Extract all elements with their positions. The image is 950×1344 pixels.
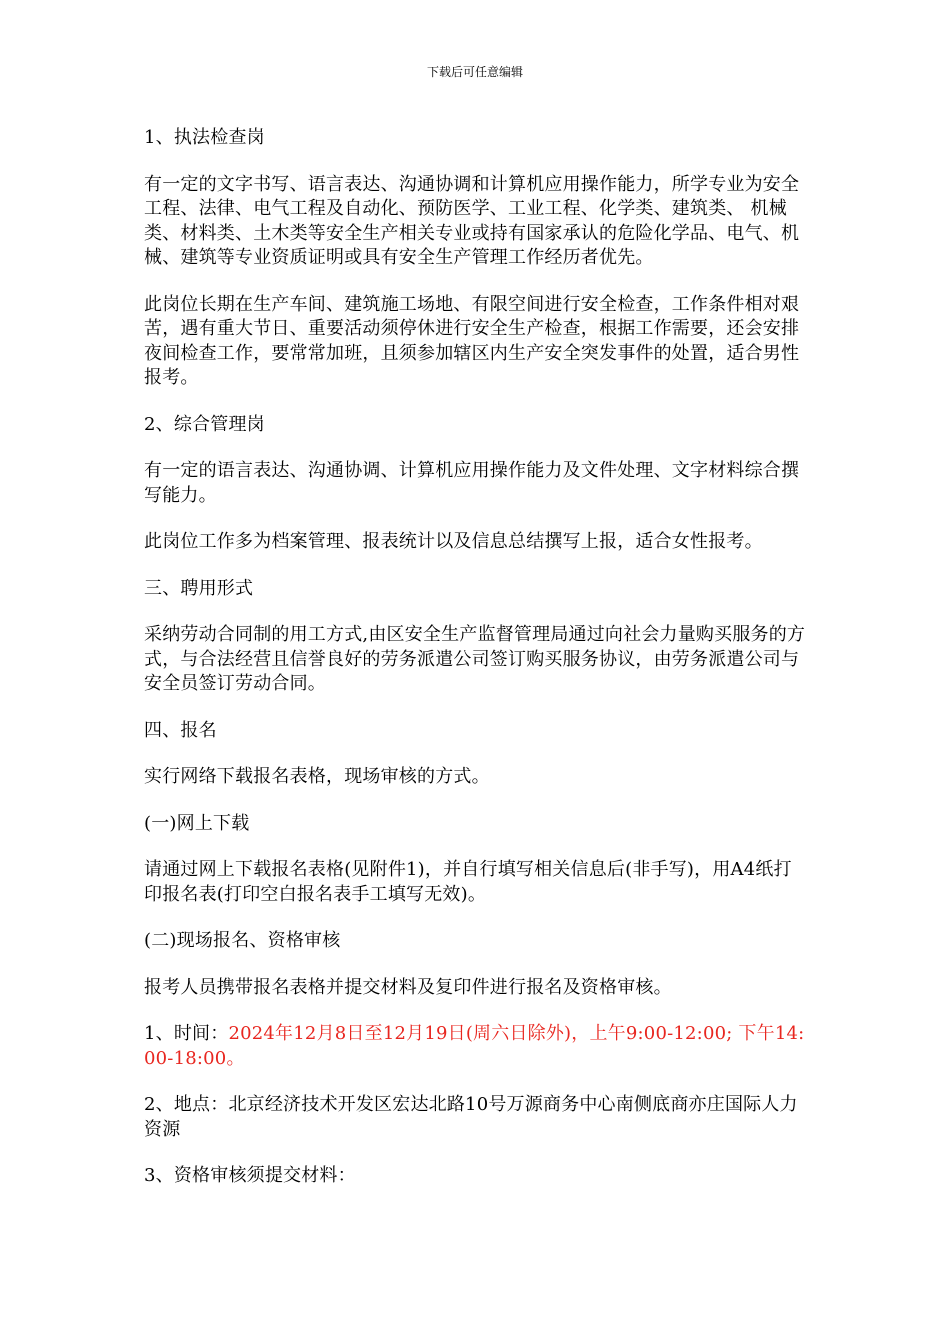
page-header-note: 下载后可任意编辑 xyxy=(426,65,523,79)
time-label: 1、时间： xyxy=(144,1023,229,1044)
subheading-online-download: (一)网上下载 xyxy=(144,812,250,834)
paragraph-materials-heading: 3、资格审核须提交材料： xyxy=(144,1165,356,1186)
section-heading-employment-form: 三、聘用形式 xyxy=(144,577,254,599)
paragraph-admin-requirements: 有一定的语言表达、沟通协调、计算机应用操作能力及文件处理、文字材料综合撰写能力。 xyxy=(144,460,800,506)
subheading-onsite-review: (二)现场报名、资格审核 xyxy=(144,930,341,951)
paragraph-online-download: 请通过网上下载报名表格(见附件1)，并自行填写相关信息后(非手写)，用A4纸打印报名表(打印空白报名表手工填写无效)。 xyxy=(144,859,792,905)
paragraph-admin-duties: 此岗位工作多为档案管理、报表统计以及信息总结撰写上报，适合女性报考。 xyxy=(144,531,763,552)
time-value: 2024年12月8日至12月19日(周六日除外)，上午9:00-12:00; 下午14:00-18:00。 xyxy=(144,1023,805,1069)
section-heading-enforcement-post: 1、执法检查岗 xyxy=(144,127,265,148)
paragraph-location: 2、地点：北京经济技术开发区宏达北路10号万源商务中心南侧底商亦庄国际人力资源 xyxy=(144,1094,798,1140)
paragraph-onsite-review: 报考人员携带报名表格并提交材料及复印件进行报名及资格审核。 xyxy=(144,976,672,998)
paragraph-employment-form: 采纳劳动合同制的用工方式,由区安全生产监督管理局通过向社会力量购买服务的方式，与合法经营且信誉良好的劳务派遣公司签订购买服务协议，由劳务派遣公司与安全员签订劳动合同。 xyxy=(144,624,806,694)
paragraph-enforcement-requirements: 有一定的文字书写、语言表达、沟通协调和计算机应用操作能力，所学专业为安全工程、法律、电气工程及自动化、预防医学、工业工程、化学类、建筑类、 机械类、材料类、土木类等安全生产相关专业或持有国家承认的危险化学品、电气、机械、建筑等专业资质证明或具有安全生产管理工作经历者优先。 xyxy=(144,173,800,268)
document-body xyxy=(144,126,806,1211)
section-heading-admin-post: 2、综合管理岗 xyxy=(144,413,265,435)
section-heading-registration: 四、报名 xyxy=(144,719,217,741)
paragraph-registration-method: 实行网络下载报名表格，现场审核的方式。 xyxy=(144,766,490,787)
paragraph-enforcement-conditions: 此岗位长期在生产车间、建筑施工场地、有限空间进行安全检查，工作条件相对艰苦，遇有重大节日、重要活动须停休进行安全生产检查，根据工作需要，还会安排夜间检查工作，要常常加班，且须参加辖区内生产安全突发事件的处置，适合男性报考。 xyxy=(144,293,800,388)
paragraph-time xyxy=(144,1022,806,1071)
